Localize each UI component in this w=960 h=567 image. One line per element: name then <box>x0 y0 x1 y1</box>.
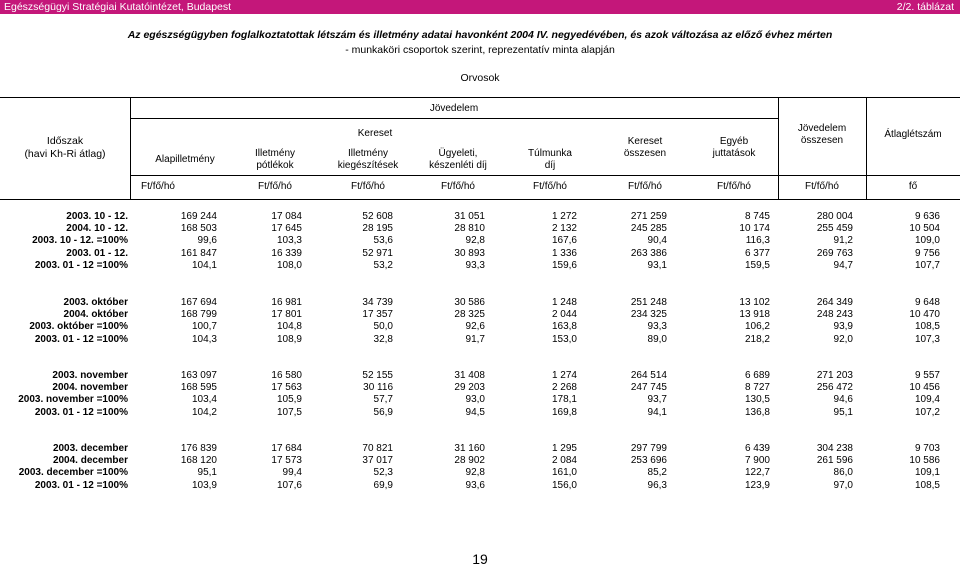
table-cell: 85,2 <box>647 467 667 479</box>
row-label: 2004. október <box>63 309 128 321</box>
table-cell: 130,5 <box>744 394 770 406</box>
table-cell: 2 044 <box>551 309 577 321</box>
header-bar <box>0 0 960 14</box>
col-period-sub: (havi Kh-Ri átlag) <box>24 148 106 160</box>
table-row <box>0 480 960 492</box>
row-label: 2003. 10 - 12. <box>66 211 128 222</box>
table-cell: 168 799 <box>180 309 217 321</box>
table-cell: 52 608 <box>362 211 393 222</box>
table-cell: 94,6 <box>833 394 853 406</box>
table-cell: 16 339 <box>271 247 302 259</box>
unit-label: Ft/fő/hó <box>258 181 292 192</box>
row-label: 2004. 10 - 12. <box>66 223 128 235</box>
table-cell: 168 120 <box>180 455 217 467</box>
table-cell: 50,0 <box>373 321 393 333</box>
table-cell: 30 116 <box>363 382 393 394</box>
table-cell: 9 703 <box>914 443 940 454</box>
table-row <box>0 455 960 467</box>
table-cell: 107,5 <box>276 406 302 418</box>
table-cell: 107,7 <box>914 259 940 271</box>
unit-label: Ft/fő/hó <box>717 181 751 192</box>
row-label: 2003. október =100% <box>29 321 128 333</box>
table-cell: 168 595 <box>180 382 217 394</box>
page-number: 19 <box>472 551 488 567</box>
table-cell: 17 801 <box>271 309 302 321</box>
table-cell: 93,3 <box>465 259 485 271</box>
table-row <box>0 407 960 419</box>
table-cell: 69,9 <box>373 479 393 491</box>
table-cell: 1 336 <box>551 247 577 259</box>
table-cell: 93,7 <box>647 394 667 406</box>
table-row <box>0 235 960 247</box>
table-cell: 95,1 <box>833 406 853 418</box>
unit-label: Ft/fő/hó <box>628 181 662 192</box>
table-cell: 261 596 <box>816 455 853 467</box>
table-cell: 7 900 <box>744 455 770 467</box>
table-cell: 91,7 <box>465 333 485 345</box>
col-period: Időszak <box>46 135 84 147</box>
table-cell: 245 285 <box>630 223 667 235</box>
table-cell: 280 004 <box>816 211 853 222</box>
table-row <box>0 297 960 309</box>
table-cell: 28 195 <box>362 223 393 235</box>
table-cell: 1 274 <box>551 370 577 381</box>
col-overtime-2: díj <box>544 160 556 171</box>
row-label: 2003. december <box>52 443 128 454</box>
table-cell: 103,9 <box>191 479 217 491</box>
table-row <box>0 382 960 394</box>
col-other-2: juttatások <box>712 148 756 159</box>
table-cell: 109,1 <box>914 467 940 479</box>
table-cell: 93,6 <box>465 479 485 491</box>
table-cell: 136,8 <box>744 406 770 418</box>
table-cell: 156,0 <box>551 479 577 491</box>
document-title: Az egészségügyben foglalkoztatottak létszám és illetmény adatai havonként 2004 IV. negyedévében, és azok változása az előző évhez mérten <box>127 29 833 41</box>
table-cell: 99,6 <box>197 235 217 247</box>
table-cell: 17 084 <box>271 211 302 222</box>
table-cell: 123,9 <box>744 479 770 491</box>
table-cell: 122,7 <box>744 467 770 479</box>
table-cell: 9 756 <box>914 247 940 259</box>
table-header <box>0 97 960 200</box>
unit-label: fő <box>908 181 918 192</box>
row-label: 2003. december =100% <box>18 467 128 479</box>
table-cell: 16 580 <box>271 370 302 381</box>
table-cell: 30 586 <box>454 297 485 308</box>
table-cell: 108,5 <box>914 321 940 333</box>
table-cell: 1 248 <box>551 297 577 308</box>
col-oncall-2: készenléti díj <box>429 160 487 171</box>
table-row <box>0 211 960 223</box>
table-cell: 297 799 <box>630 443 667 454</box>
table-cell: 56,9 <box>373 406 393 418</box>
row-label: 2004. december <box>52 455 128 467</box>
table-cell: 2 084 <box>551 455 577 467</box>
col-overtime-1: Túlmunka <box>528 148 572 159</box>
row-label: 2003. 10 - 12. =100% <box>32 235 128 247</box>
table-row <box>0 223 960 235</box>
table-cell: 10 174 <box>739 223 770 235</box>
table-cell: 94,5 <box>465 406 485 418</box>
table-cell: 17 563 <box>271 382 302 394</box>
table-cell: 10 456 <box>909 382 940 394</box>
col-income-total-1: Jövedelem <box>797 123 847 134</box>
table-cell: 304 238 <box>816 443 853 454</box>
table-cell: 95,1 <box>197 467 217 479</box>
table-cell: 218,2 <box>744 333 770 345</box>
table-cell: 16 981 <box>271 297 302 308</box>
table-cell: 93,1 <box>647 259 667 271</box>
table-cell: 31 051 <box>454 211 485 222</box>
unit-label: Ft/fő/hó <box>441 181 475 192</box>
table-cell: 105,9 <box>276 394 302 406</box>
table-cell: 17 645 <box>271 223 302 235</box>
table-cell: 108,0 <box>276 259 302 271</box>
table-cell: 17 573 <box>271 455 302 467</box>
unit-label: Ft/fő/hó <box>533 181 567 192</box>
table-row <box>0 443 960 455</box>
table-cell: 13 102 <box>739 297 770 308</box>
table-cell: 108,9 <box>276 333 302 345</box>
table-cell: 53,2 <box>373 259 393 271</box>
table-cell: 159,6 <box>551 259 577 271</box>
table-cell: 91,2 <box>833 235 853 247</box>
col-supplements-2: kiegészítések <box>337 160 399 171</box>
unit-label: Ft/fő/hó <box>805 181 839 192</box>
table-cell: 2 268 <box>551 382 577 394</box>
table-cell: 271 203 <box>816 370 853 381</box>
table-cell: 89,0 <box>647 333 667 345</box>
table-cell: 13 918 <box>739 309 770 321</box>
table-row <box>0 334 960 346</box>
unit-label: Ft/fő/hó <box>141 181 175 192</box>
col-other-1: Egyéb <box>719 136 749 147</box>
table-cell: 31 408 <box>454 370 485 381</box>
table-cell: 161,0 <box>551 467 577 479</box>
col-base-salary: Alapilletmény <box>155 154 215 165</box>
col-earnings-total-2: összesen <box>623 148 667 159</box>
table-cell: 107,2 <box>914 406 940 418</box>
table-cell: 106,2 <box>744 321 770 333</box>
table-row <box>0 394 960 406</box>
col-headcount: Átlaglétszám <box>884 129 942 140</box>
table-row <box>0 260 960 272</box>
table-cell: 9 636 <box>914 211 940 222</box>
table-cell: 169 244 <box>180 211 217 222</box>
table-cell: 1 295 <box>551 443 577 454</box>
table-cell: 168 503 <box>180 223 217 235</box>
col-income-group: Jövedelem <box>429 103 479 114</box>
table-cell: 1 272 <box>551 211 577 222</box>
table-cell: 176 839 <box>180 443 217 454</box>
table-cell: 29 203 <box>454 382 485 394</box>
table-cell: 104,1 <box>191 259 217 271</box>
row-label: 2003. 01 - 12 =100% <box>34 259 128 271</box>
table-cell: 92,6 <box>465 321 485 333</box>
table-cell: 99,4 <box>282 467 302 479</box>
unit-label: Ft/fő/hó <box>351 181 385 192</box>
table-cell: 94,1 <box>647 406 667 418</box>
table-cell: 93,3 <box>647 321 667 333</box>
table-cell: 53,6 <box>373 235 393 247</box>
table-cell: 70 821 <box>362 443 393 454</box>
table-cell: 100,7 <box>191 321 217 333</box>
table-cell: 57,7 <box>373 394 393 406</box>
table-cell: 86,0 <box>833 467 853 479</box>
table-cell: 2 132 <box>551 223 577 235</box>
table-cell: 32,8 <box>373 333 393 345</box>
table-number: 2/2. táblázat <box>896 1 954 13</box>
table-cell: 104,2 <box>191 406 217 418</box>
table-cell: 34 739 <box>362 297 393 308</box>
table-cell: 10 470 <box>909 309 940 321</box>
table-cell: 263 386 <box>630 247 667 259</box>
table-cell: 256 472 <box>816 382 853 394</box>
table-cell: 92,0 <box>833 333 853 345</box>
table-cell: 251 248 <box>630 297 667 308</box>
table-row <box>0 467 960 479</box>
table-cell: 109,4 <box>914 394 940 406</box>
table-cell: 109,0 <box>914 235 940 247</box>
col-allowances-2: pótlékok <box>256 160 294 171</box>
table-cell: 30 893 <box>454 247 485 259</box>
table-cell: 253 696 <box>630 455 667 467</box>
table-cell: 247 745 <box>630 382 667 394</box>
table-cell: 96,3 <box>647 479 667 491</box>
table-cell: 234 325 <box>630 309 667 321</box>
col-oncall-1: Ügyeleti, <box>438 148 478 159</box>
table-row <box>0 321 960 333</box>
table-cell: 159,5 <box>744 259 770 271</box>
row-label: 2003. november =100% <box>18 394 128 406</box>
table-cell: 169,8 <box>551 406 577 418</box>
table-cell: 269 763 <box>816 247 853 259</box>
table-cell: 37 017 <box>362 455 393 467</box>
table-cell: 167 694 <box>180 297 217 308</box>
table-cell: 9 557 <box>914 370 940 381</box>
row-label: 2003. november <box>52 370 128 381</box>
table-cell: 28 810 <box>454 223 485 235</box>
table-cell: 153,0 <box>551 333 577 345</box>
table-cell: 163 097 <box>180 370 217 381</box>
table-cell: 167,6 <box>551 235 577 247</box>
table-cell: 255 459 <box>816 223 853 235</box>
table-cell: 93,9 <box>833 321 853 333</box>
table-cell: 103,4 <box>191 394 217 406</box>
table-cell: 90,4 <box>647 235 667 247</box>
table-cell: 6 689 <box>744 370 770 381</box>
table-cell: 92,8 <box>465 235 485 247</box>
table-cell: 271 259 <box>630 211 667 222</box>
table-cell: 94,7 <box>833 259 853 271</box>
table-cell: 17 684 <box>271 443 302 454</box>
table-cell: 8 727 <box>744 382 770 394</box>
table-cell: 8 745 <box>744 211 770 222</box>
table-cell: 10 586 <box>909 455 940 467</box>
table-cell: 104,8 <box>276 321 302 333</box>
table-cell: 107,6 <box>276 479 302 491</box>
col-earnings-group: Kereset <box>357 128 393 139</box>
table-cell: 31 160 <box>454 443 485 454</box>
col-income-total-2: összesen <box>800 135 844 146</box>
row-label: 2003. 01 - 12. <box>66 247 128 259</box>
table-cell: 97,0 <box>833 479 853 491</box>
table-cell: 116,3 <box>745 235 770 247</box>
table-cell: 92,8 <box>465 467 485 479</box>
table-cell: 163,8 <box>551 321 577 333</box>
table-cell: 107,3 <box>914 333 940 345</box>
table-cell: 52 155 <box>362 370 393 381</box>
col-allowances-1: Illetmény <box>254 148 295 159</box>
row-label: 2003. 01 - 12 =100% <box>34 406 128 418</box>
row-label: 2004. november <box>52 382 128 394</box>
table-cell: 178,1 <box>551 394 577 406</box>
table-cell: 161 847 <box>180 247 217 259</box>
table-cell: 17 357 <box>362 309 393 321</box>
row-label: 2003. október <box>63 297 128 308</box>
row-label: 2003. 01 - 12 =100% <box>34 333 128 345</box>
table-cell: 28 325 <box>454 309 485 321</box>
table-cell: 93,0 <box>465 394 485 406</box>
col-earnings-total-1: Kereset <box>627 136 663 147</box>
table-row <box>0 370 960 382</box>
institute-name: Egészségügyi Stratégiai Kutatóintézet, Budapest <box>4 1 232 13</box>
table-row <box>0 309 960 321</box>
row-label: 2003. 01 - 12 =100% <box>34 479 128 491</box>
table-cell: 10 504 <box>909 223 940 235</box>
col-supplements-1: Illetmény <box>347 148 388 159</box>
table-cell: 52,3 <box>373 467 393 479</box>
table-cell: 103,3 <box>276 235 302 247</box>
table-cell: 6 439 <box>744 443 770 454</box>
table-cell: 52 971 <box>362 247 393 259</box>
table-cell: 104,3 <box>191 333 217 345</box>
table-cell: 6 377 <box>744 247 770 259</box>
group-label: Orvosok <box>460 72 500 84</box>
table-cell: 108,5 <box>914 479 940 491</box>
table-cell: 264 349 <box>816 297 853 308</box>
table-cell: 28 902 <box>454 455 485 467</box>
table-cell: 9 648 <box>914 297 940 308</box>
document-subtitle: - munkaköri csoportok szerint, reprezentatív minta alapján <box>345 44 615 56</box>
table-row <box>0 248 960 260</box>
table-cell: 248 243 <box>816 309 853 321</box>
table-cell: 264 514 <box>630 370 667 381</box>
